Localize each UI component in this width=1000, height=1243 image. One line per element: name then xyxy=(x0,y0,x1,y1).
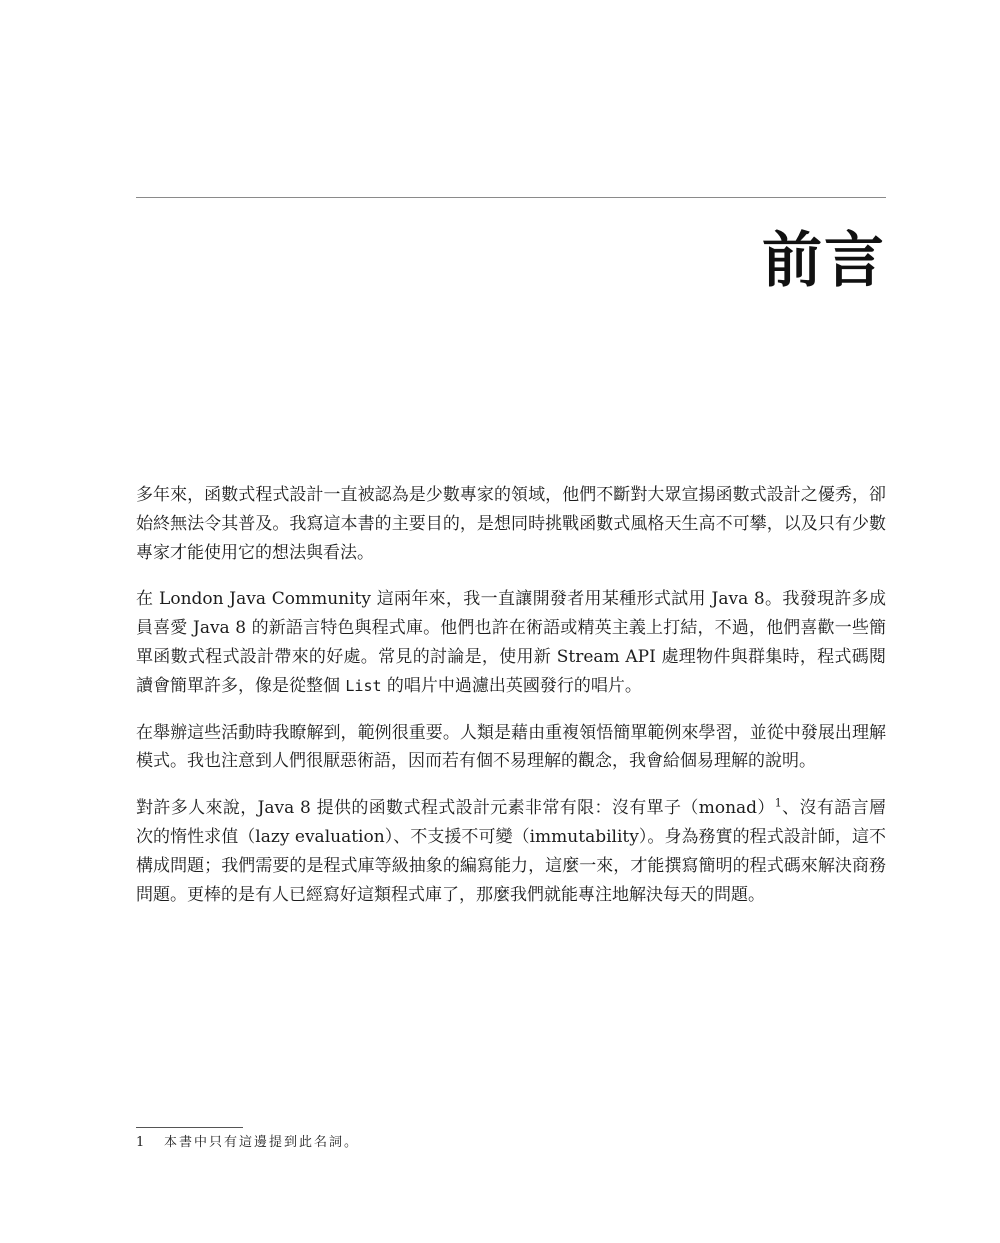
footnote-reference[interactable]: 1 xyxy=(774,796,782,810)
inline-code-list: List xyxy=(345,676,382,695)
paragraph-3: 在舉辦這些活動時我瞭解到，範例很重要。人類是藉由重複領悟簡單範例來學習，並從中發展出理解模式。我也注意到人們很厭惡術語，因而若有個不易理解的觀念，我會給個易理解的說明。 xyxy=(136,722,886,772)
paragraph-4-text-b: 、沒有語言層次的惰性求值（lazy evaluation）、不支援不可變（immutability）。身為務實的程式設計師，這不構成問題；我們需要的是程式庫等級抽象的編寫能力，這麼一來，才能撰寫簡明的程式碼來解決商務問題。更棒的是有人已經寫好這類程式庫了，那麼我們就能專注地解決每天的問題。 xyxy=(136,798,887,905)
chapter-title: 前言 xyxy=(762,226,886,296)
paragraph-2 xyxy=(136,585,886,700)
footnote-rule xyxy=(136,1127,243,1128)
footnote-number: 1 xyxy=(136,1135,145,1150)
paragraph-2-text-a: 在 London Java Community 這兩年來，我一直讓開發者用某種形式試用 Java 8。我發現許多成員喜愛 Java 8 的新語言特色與程式庫。他們也許在術語或精英主義上打結，不過，他們喜歡一些簡單函數式程式設計帶來的好處。常見的討論是，使用新 Stream API 處理物件與群集時，程式碼閱讀會簡單許多，像是從整個 xyxy=(136,589,886,696)
footnote xyxy=(136,1133,886,1153)
footnote-text: 本書中只有這邊提到此名詞。 xyxy=(164,1135,360,1150)
preface-body xyxy=(136,481,886,927)
paragraph-2-text-b: 的唱片中過濾出英國發行的唱片。 xyxy=(381,675,642,696)
paragraph-4 xyxy=(136,794,886,909)
paragraph-4-text-a: 對許多人來說，Java 8 提供的函數式程式設計元素非常有限：沒有單子（monad） xyxy=(136,798,775,819)
paragraph-1: 多年來，函數式程式設計一直被認為是少數專家的領域，他們不斷對大眾宣揚函數式設計之優秀，卻始終無法令其普及。我寫這本書的主要目的，是想同時挑戰函數式風格天生高不可攀，以及只有少數專家才能使用它的想法與看法。 xyxy=(136,485,886,563)
chapter-top-rule xyxy=(136,197,886,198)
